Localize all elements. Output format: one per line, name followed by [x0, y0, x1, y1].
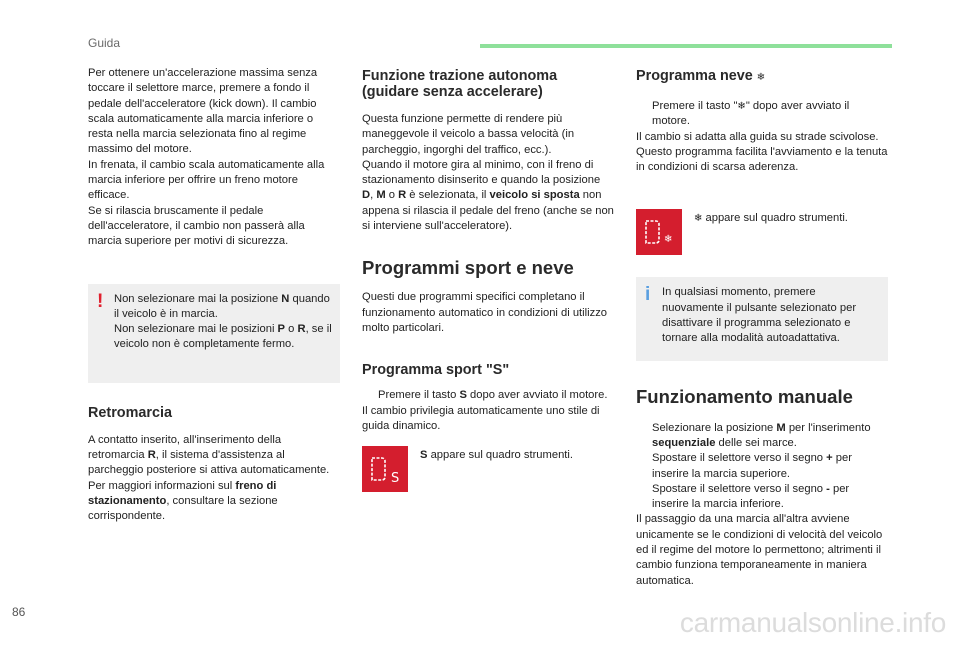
- snowflake-icon: ❄: [737, 101, 746, 112]
- svg-text:S: S: [391, 471, 400, 487]
- manual-text: Il passaggio da una marcia all'altra avviene unicamente se le condizioni di velocità del veicolo ed il regime del motore lo permettono; altrimenti il cambio funziona temporaneamente in maniera automatica.: [636, 513, 883, 587]
- exclamation-icon: !: [97, 290, 104, 312]
- watermark: carmanualsonline.info: [679, 607, 946, 638]
- programs-title: Programmi sport e neve: [362, 257, 574, 279]
- header-accent-bar: [480, 44, 892, 48]
- checkbox-bullet-icon: [636, 451, 652, 482]
- sport-display: [362, 446, 614, 492]
- sport-display-text: S appare sul quadro strumenti.: [420, 449, 573, 462]
- programs-text: Questi due programmi specifici completano il funzionamento automatico in condizioni di utilizzo molto particolari.: [362, 291, 608, 334]
- autonomous-text: Questa funzione permette di rendere più maneggevole il veicolo a bassa velocità (in parcheggio, ingorghi del traffico, ecc.). Quando il motore gira al minimo, con il freno di stazionamento disinserito e quando la posizione D, M o R è selezionata, il veicolo si sposta non appena si rilascia il pedale del freno (anche se non si interviene sull'acceleratore).: [362, 113, 614, 233]
- page-number: 86: [12, 605, 26, 619]
- sport-display-icon: [362, 446, 408, 492]
- warning-text: Non selezionare mai la posizione N quando il veicolo è in marcia. Non selezionare mai le posizioni P o R, se il veicolo non è completamente fermo.: [114, 292, 332, 351]
- sport-text: Il cambio privilegia automaticamente uno stile di guida dinamico.: [362, 404, 600, 432]
- snow-text: Il cambio si adatta alla guida su strade scivolose. Questo programma facilita l'avviamento e la tenuta in condizioni di scarsa aderenza.: [636, 130, 888, 174]
- checkbox-bullet-icon: [636, 421, 652, 452]
- sport-title: Programma sport "S": [362, 362, 510, 379]
- info-icon: i: [645, 284, 651, 306]
- manual-title: Funzionamento manuale: [636, 385, 853, 407]
- checkbox-bullet-icon: [362, 388, 378, 403]
- section-header: Guida: [88, 36, 121, 50]
- manual-step-3: Spostare il selettore verso il segno - per inserire la marcia inferiore.: [636, 482, 888, 513]
- warning-box: [88, 284, 340, 383]
- snowflake-icon: ❄: [694, 213, 703, 225]
- checkbox-bullet-icon: [636, 482, 652, 513]
- kickdown-paragraph: Per ottenere un'accelerazione massima senza toccare il selettore marce, premere a fondo il pedale dell'acceleratore (kick down). Il cambio scala automaticamente alla marcia inferiore o resta nella marcia selezionata fino al regime massimo del motore. In frenata, il cambio scala automaticamente alla marcia inferiore per offrire un freno motore efficace. Se si rilascia bruscamente il pedale dell'acceleratore, il cambio non passerà alla marcia superiore per motivi di sicurezza.: [88, 67, 325, 248]
- column-3: [636, 66, 888, 589]
- column-2: [362, 66, 614, 492]
- column-1: [88, 66, 340, 525]
- snow-display-icon: [636, 209, 682, 255]
- reverse-text: A contatto inserito, all'inserimento della retromarcia R, il sistema d'assistenza al parcheggio posteriore si attiva automaticamente. Per maggiori informazioni sul freno di stazionamento, consultare la sezione corrispondente.: [88, 433, 330, 523]
- snow-display-text: ❄ appare sul quadro strumenti.: [694, 212, 848, 225]
- snow-step: Premere il tasto "❄" dopo aver avviato il motore.: [636, 99, 888, 130]
- manual-step-1: Selezionare la posizione M per l'inserimento sequenziale delle sei marce.: [636, 421, 888, 452]
- info-box: [636, 277, 888, 360]
- manual-step-2: Spostare il selettore verso il segno + per inserire la marcia superiore.: [636, 451, 888, 482]
- checkbox-bullet-icon: [636, 99, 652, 130]
- snow-display: [636, 209, 888, 255]
- info-text: In qualsiasi momento, premere nuovamente il pulsante selezionato per disattivare il programma selezionato e tornare alla modalità autoadattativa.: [662, 286, 857, 345]
- snow-title: Programma neve ❄: [636, 68, 766, 84]
- autonomous-title: Funzione trazione autonoma (guidare senza accelerare): [362, 68, 558, 100]
- snowflake-icon: ❄: [756, 72, 766, 83]
- svg-text:❄: ❄: [664, 234, 673, 246]
- sport-step: Premere il tasto S dopo aver avviato il motore.: [362, 388, 614, 403]
- reverse-title: Retromarcia: [88, 404, 172, 421]
